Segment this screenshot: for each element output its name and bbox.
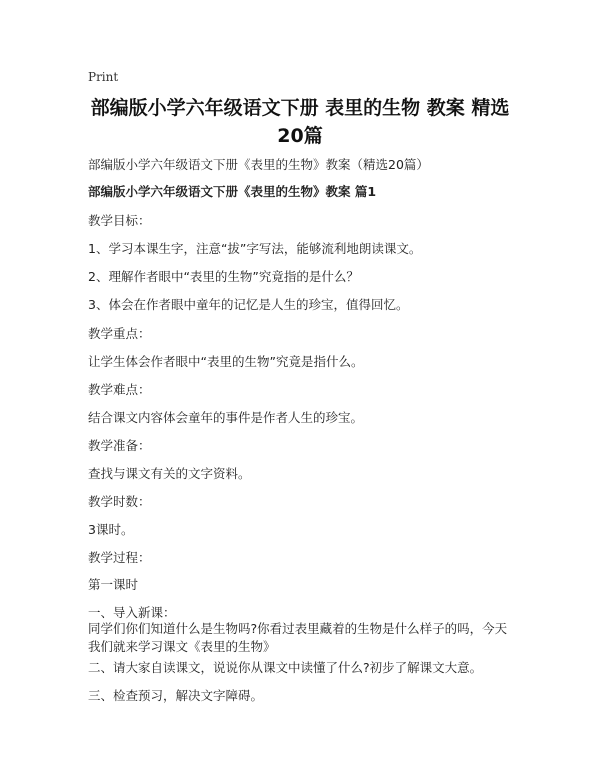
difficulty-label: 教学难点：	[88, 382, 151, 397]
step-2-text: 二、请大家自读课文，说说你从课文中读懂了什么?初步了解课文大意。	[88, 660, 483, 675]
lesson-heading: 第一课时	[88, 577, 139, 592]
goal-item-1: 1、学习本课生字，注意“拔”字写法，能够流利地朗读课文。	[88, 241, 422, 256]
document-title: 部编版小学六年级语文下册 表里的生物 教案 精选20篇	[90, 97, 510, 147]
document-subtitle: 部编版小学六年级语文下册《表里的生物》教案（精选20篇）	[88, 157, 429, 172]
step-1-text: 同学们你们知道什么是生物吗?你看过表里藏着的生物是什么样子的吗，今天我们就来学习课文《表里的生物》	[88, 621, 508, 654]
preparation-text: 查找与课文有关的文字资料。	[88, 466, 251, 481]
step-1-heading: 一、导入新课：	[88, 605, 176, 620]
key-points-text: 让学生体会作者眼中“表里的生物”究竟是指什么。	[88, 354, 364, 369]
step-3-text: 三、检查预习，解决文字障碍。	[88, 688, 264, 703]
section-heading: 部编版小学六年级语文下册《表里的生物》教案 篇1	[88, 184, 377, 199]
hours-label: 教学时数：	[88, 494, 151, 509]
goal-item-2: 2、理解作者眼中“表里的生物”究竟指的是什么？	[88, 269, 359, 284]
key-points-label: 教学重点：	[88, 326, 151, 341]
hours-text: 3课时。	[88, 522, 134, 537]
print-label[interactable]: Print	[88, 70, 119, 84]
difficulty-text: 结合课文内容体会童年的事件是作者人生的珍宝。	[88, 410, 364, 425]
goals-label: 教学目标：	[88, 213, 151, 228]
process-label: 教学过程：	[88, 550, 151, 565]
preparation-label: 教学准备：	[88, 438, 151, 453]
goal-item-3: 3、体会在作者眼中童年的记忆是人生的珍宝，值得回忆。	[88, 297, 409, 312]
